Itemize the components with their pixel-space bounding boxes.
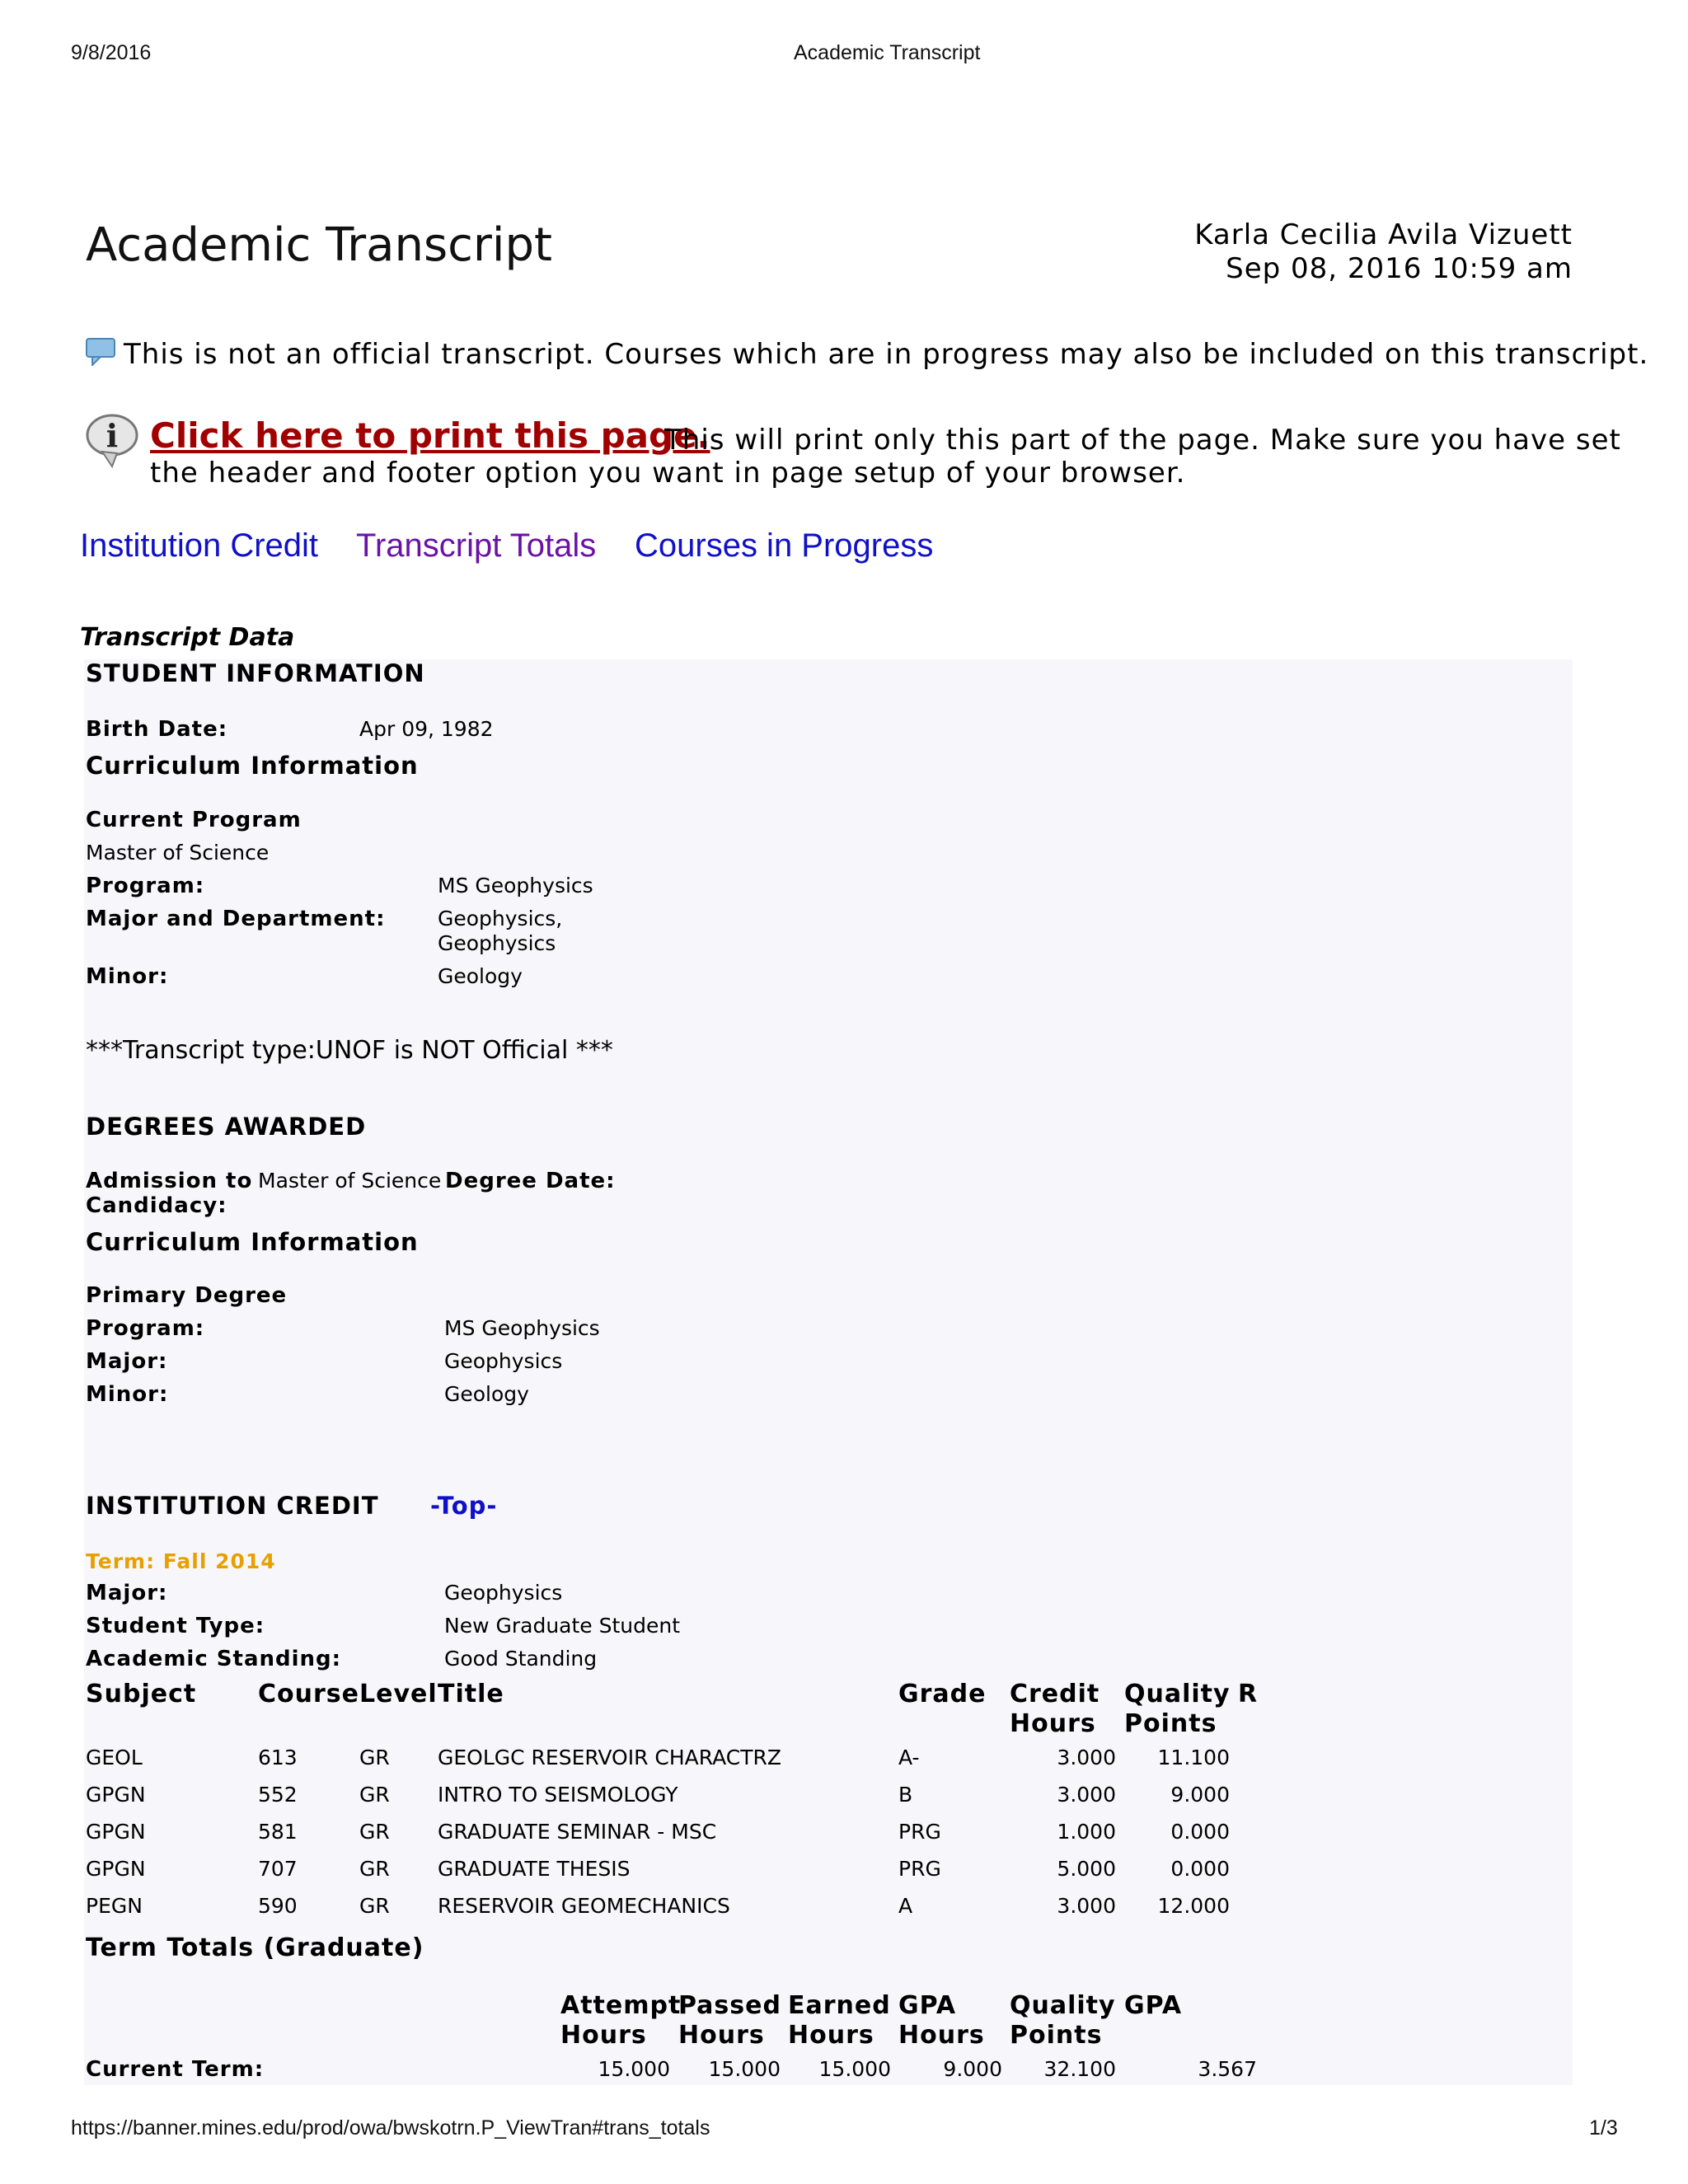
student-info-heading: STUDENT INFORMATION: [86, 659, 425, 687]
totals-header-line2: Hours: [898, 2021, 985, 2050]
info-icon: [84, 412, 140, 471]
totals-header-line1: Quality: [1010, 1991, 1116, 2020]
admission-label-line2: Candidacy:: [86, 1193, 227, 1218]
course-number: 581: [258, 1820, 298, 1844]
minor-label: Minor:: [86, 964, 169, 989]
course-credit-hours: 5.000: [1057, 1857, 1116, 1881]
course-number: 707: [258, 1857, 298, 1881]
course-subject: GEOL: [86, 1746, 143, 1769]
degree-date-label: Degree Date:: [445, 1169, 616, 1193]
primary-degree-label: Primary Degree: [86, 1283, 288, 1308]
print-note-line2: the header and footer option you want in page setup of your browser.: [150, 457, 1186, 490]
course-title: RESERVOIR GEOMECHANICS: [438, 1894, 730, 1918]
major-dept-value-line1: Geophysics,: [438, 907, 563, 930]
totals-header-line1: Passed: [678, 1991, 781, 2020]
current-term-label: Current Term:: [86, 2057, 265, 2082]
course-quality-points: 0.000: [1170, 1857, 1230, 1881]
degree-curriculum-heading: Curriculum Information: [86, 1228, 419, 1256]
current-term-attempt-hours: 15.000: [598, 2057, 670, 2081]
term-major-value: Geophysics: [444, 1581, 563, 1605]
program-value: MS Geophysics: [438, 874, 593, 898]
col-header-r: R: [1238, 1680, 1259, 1708]
course-subject: GPGN: [86, 1857, 146, 1881]
totals-header-line1: GPA: [1124, 1991, 1183, 2020]
print-url: https://banner.mines.edu/prod/owa/bwskotrn.P_ViewTran#trans_totals: [71, 2116, 710, 2139]
transcript-caption: Transcript Data: [80, 623, 295, 652]
current-term-earned-hours: 15.000: [818, 2057, 891, 2081]
col-header-quality-points: [1124, 1680, 1231, 1739]
nav-link-courses-in-progress[interactable]: Courses in Progress: [635, 527, 934, 564]
student-identity: [1194, 218, 1573, 286]
course-subject: GPGN: [86, 1783, 146, 1807]
birth-date-label: Birth Date:: [86, 717, 228, 742]
totals-header-line2: Points: [1010, 2021, 1103, 2050]
standing-value: Good Standing: [444, 1647, 598, 1671]
col-header-quality-line1: Quality: [1124, 1680, 1231, 1708]
current-program-value: Master of Science: [86, 841, 270, 865]
course-title: GRADUATE SEMINAR - MSC: [438, 1820, 717, 1844]
student-name: Karla Cecilia Avila Vizuett: [1194, 218, 1573, 251]
print-page-count: 1/3: [1589, 2116, 1618, 2139]
degrees-heading: DEGREES AWARDED: [86, 1113, 367, 1141]
print-note-line1: This will print only this part of the page. Make sure you have set: [664, 424, 1621, 457]
course-credit-hours: 3.000: [1057, 1783, 1116, 1807]
current-term-gpa: 3.567: [1198, 2057, 1257, 2081]
course-grade: PRG: [898, 1857, 941, 1881]
print-title: Academic Transcript: [794, 41, 981, 64]
report-datetime: Sep 08, 2016 10:59 am: [1226, 252, 1573, 285]
course-subject: PEGN: [86, 1894, 143, 1918]
admission-label-line1: Admission to: [86, 1169, 253, 1193]
minor-value: Geology: [438, 964, 523, 988]
top-link[interactable]: -Top-: [430, 1492, 498, 1520]
standing-label: Academic Standing:: [86, 1647, 342, 1671]
totals-header-passed-hours: [678, 1991, 781, 2050]
course-title: GEOLGC RESERVOIR CHARACTRZ: [438, 1746, 782, 1769]
admission-value: Master of Science: [258, 1169, 442, 1193]
totals-header-line1: GPA: [898, 1991, 957, 2020]
course-credit-hours: 3.000: [1057, 1894, 1116, 1918]
current-term-quality-points: 32.100: [1043, 2057, 1116, 2081]
current-term-passed-hours: 15.000: [708, 2057, 781, 2081]
course-subject: GPGN: [86, 1820, 146, 1844]
curriculum-heading: Curriculum Information: [86, 752, 419, 780]
col-header-grade: Grade: [898, 1680, 987, 1708]
course-credit-hours: 3.000: [1057, 1746, 1116, 1769]
program-label: Program:: [86, 874, 205, 898]
student-type-value: New Graduate Student: [444, 1614, 681, 1638]
major-dept-label: Major and Department:: [86, 907, 386, 931]
course-level: GR: [359, 1894, 390, 1918]
course-title: GRADUATE THESIS: [438, 1857, 631, 1881]
course-level: GR: [359, 1820, 390, 1844]
totals-header-gpa: [1124, 1991, 1182, 2021]
totals-header-line1: Attempt: [560, 1991, 682, 2020]
totals-header-line2: Hours: [560, 2021, 647, 2050]
totals-header-earned-hours: [788, 1991, 891, 2050]
student-type-label: Student Type:: [86, 1614, 265, 1638]
col-header-title: Title: [438, 1680, 504, 1708]
course-credit-hours: 1.000: [1057, 1820, 1116, 1844]
totals-header-attempt-hours: [560, 1991, 681, 2050]
course-level: GR: [359, 1783, 390, 1807]
col-header-credit-line1: Credit: [1010, 1680, 1100, 1708]
current-program-label: Current Program: [86, 808, 302, 832]
term-major-label: Major:: [86, 1581, 168, 1605]
course-grade: A-: [898, 1746, 920, 1769]
course-quality-points: 12.000: [1157, 1894, 1230, 1918]
course-level: GR: [359, 1746, 390, 1769]
col-header-credit-line2: Hours: [1010, 1709, 1096, 1738]
course-grade: PRG: [898, 1820, 941, 1844]
course-number: 590: [258, 1894, 298, 1918]
unofficial-notice: This is not an official transcript. Courses which are in progress may also be included on this transcript.: [124, 338, 1649, 371]
transcript-type-note: ***Transcript type:UNOF is NOT Official ***: [86, 1036, 613, 1065]
svg-text:i: i: [106, 417, 119, 454]
col-header-quality-line2: Points: [1124, 1709, 1217, 1738]
course-quality-points: 11.100: [1157, 1746, 1230, 1769]
col-header-course: Course: [258, 1680, 359, 1708]
course-number: 613: [258, 1746, 298, 1769]
degree-program-label: Program:: [86, 1316, 205, 1341]
term-totals-heading: Term Totals (Graduate): [86, 1933, 424, 1962]
totals-header-quality-points: [1010, 1991, 1116, 2050]
course-quality-points: 0.000: [1170, 1820, 1230, 1844]
institution-credit-heading: INSTITUTION CREDIT: [86, 1492, 379, 1520]
course-level: GR: [359, 1857, 390, 1881]
degree-major-value: Geophysics: [444, 1349, 563, 1373]
transcript-table-background: [84, 659, 1573, 2085]
print-page-link[interactable]: Click here to print this page.: [150, 415, 710, 456]
page-title: Academic Transcript: [86, 218, 552, 272]
course-number: 552: [258, 1783, 298, 1807]
degree-program-value: MS Geophysics: [444, 1316, 600, 1340]
col-header-credit-hours: [1010, 1680, 1100, 1739]
totals-header-line2: Hours: [678, 2021, 765, 2050]
course-title: INTRO TO SEISMOLOGY: [438, 1783, 678, 1807]
course-grade: A: [898, 1894, 913, 1918]
degree-major-label: Major:: [86, 1349, 168, 1374]
current-term-gpa-hours: 9.000: [943, 2057, 1002, 2081]
nav-link-transcript-totals[interactable]: Transcript Totals: [356, 527, 597, 564]
totals-header-line2: Hours: [788, 2021, 874, 2050]
totals-header-gpa-hours: [898, 1991, 985, 2050]
col-header-level: Level: [359, 1680, 438, 1708]
birth-date-value: Apr 09, 1982: [359, 717, 494, 741]
major-dept-value-line2: Geophysics: [438, 931, 556, 955]
degree-minor-label: Minor:: [86, 1382, 169, 1407]
col-header-subject: Subject: [86, 1680, 197, 1708]
print-date: 9/8/2016: [71, 41, 152, 64]
course-quality-points: 9.000: [1170, 1783, 1230, 1807]
degree-minor-value: Geology: [444, 1382, 529, 1406]
totals-header-line1: Earned: [788, 1991, 891, 2020]
course-grade: B: [898, 1783, 913, 1807]
nav-link-institution-credit[interactable]: Institution Credit: [80, 527, 319, 564]
speech-bubble-icon: [86, 338, 115, 369]
term-label: Term: Fall 2014: [86, 1549, 276, 1573]
